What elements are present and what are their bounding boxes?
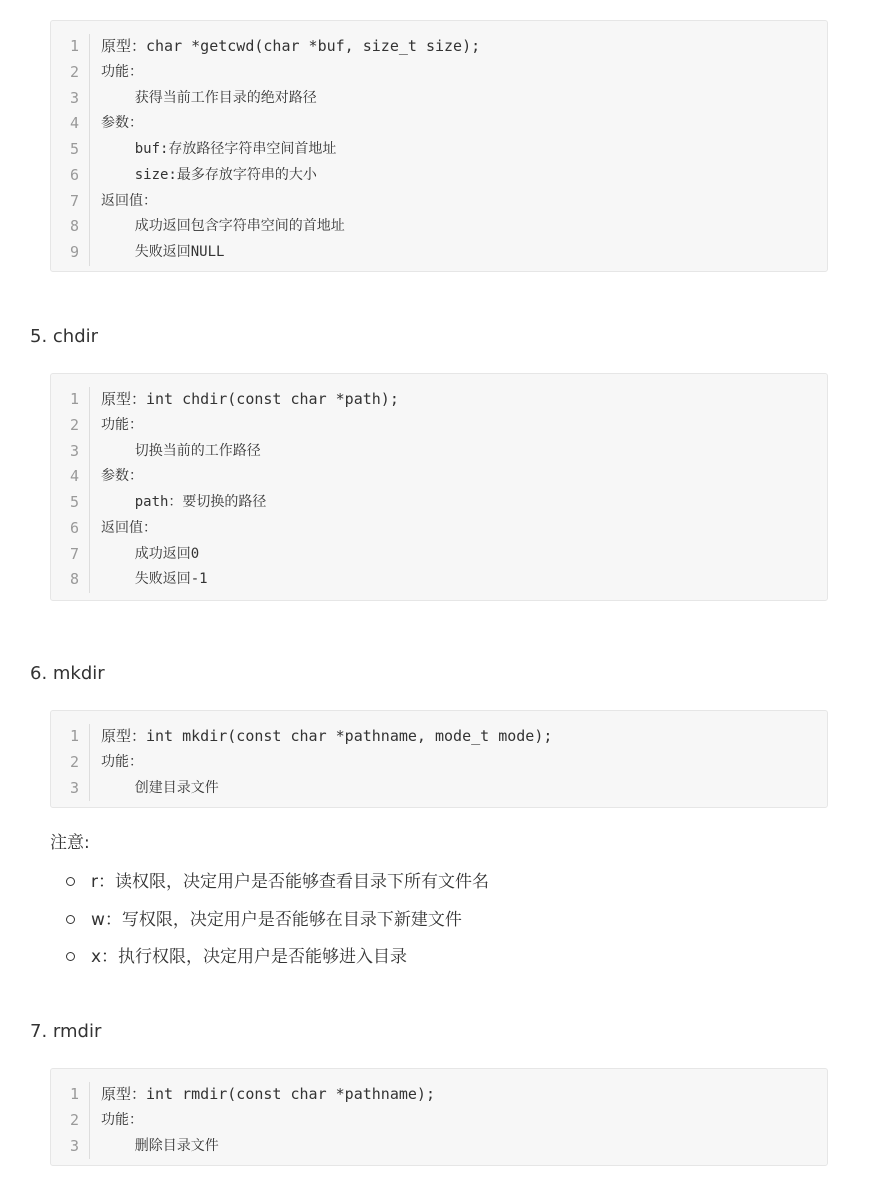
line-number: 2 <box>69 752 79 771</box>
section-heading-rmdir: 7. rmdir <box>30 1021 102 1042</box>
line-number: 2 <box>69 62 79 81</box>
code-line: 参数： <box>101 115 143 132</box>
line-number: 2 <box>69 1110 79 1129</box>
line-number: 4 <box>69 467 79 486</box>
code-block-getcwd <box>50 20 828 272</box>
note-title: 注意: <box>50 833 90 853</box>
code-line: 功能： <box>101 753 143 770</box>
code-line: 失败返回-1 <box>101 571 208 588</box>
line-number: 1 <box>69 727 79 745</box>
list-item-text: x：执行权限，决定用户是否能够进入目录 <box>91 947 408 967</box>
line-number: 7 <box>69 191 79 210</box>
permission-list <box>66 868 489 981</box>
code-line: 功能： <box>101 63 143 80</box>
line-number: 3 <box>69 1136 79 1155</box>
section-heading-chdir: 5. chdir <box>30 326 99 347</box>
line-number: 1 <box>69 37 79 55</box>
code-line: size:最多存放字符串的大小 <box>101 166 317 183</box>
code-line: path：要切换的路径 <box>101 494 267 510</box>
code-line: 删除目录文件 <box>101 1137 219 1154</box>
code-line: 功能： <box>101 416 143 433</box>
line-number: 6 <box>69 518 79 537</box>
line-numbers <box>51 724 90 801</box>
line-number: 3 <box>69 88 79 107</box>
code-line: 返回值： <box>101 519 157 536</box>
code-line: 参数： <box>101 468 143 485</box>
section-heading-mkdir: 6. mkdir <box>30 663 105 684</box>
line-number: 2 <box>69 415 79 434</box>
code-line: 功能： <box>101 1111 143 1128</box>
code-line: 切换当前的工作路径 <box>101 442 261 459</box>
line-number: 3 <box>69 441 79 460</box>
code-line: 失败返回NULL <box>101 244 225 260</box>
line-number: 8 <box>69 570 79 589</box>
line-numbers <box>51 1082 90 1159</box>
code-line: 原型：int rmdir(const char *pathname); <box>101 1085 435 1103</box>
list-item-text: w：写权限，决定用户是否能够在目录下新建文件 <box>91 909 462 930</box>
code-line: 创建目录文件 <box>101 779 219 796</box>
bullet-circle-icon <box>66 915 75 924</box>
code-block-rmdir <box>50 1068 828 1166</box>
code-line: buf:存放路径字符串空间首地址 <box>101 141 337 157</box>
code-line: 原型：int mkdir(const char *pathname, mode_t mode); <box>101 727 553 745</box>
code-line: 获得当前工作目录的绝对路径 <box>101 89 317 106</box>
list-item-text: r：读权限，决定用户是否能够查看目录下所有文件名 <box>91 872 489 892</box>
code-line: 成功返回包含字符串空间的首地址 <box>101 218 345 235</box>
list-item <box>66 943 489 981</box>
line-number: 6 <box>69 165 79 184</box>
code-block-chdir <box>50 373 828 601</box>
line-number: 4 <box>69 114 79 133</box>
code-line: 原型：char *getcwd(char *buf, size_t size); <box>101 37 481 55</box>
code-block-mkdir <box>50 710 828 808</box>
code-line: 原型：int chdir(const char *path); <box>101 390 399 408</box>
line-number: 5 <box>69 140 79 158</box>
line-number: 5 <box>69 493 79 511</box>
line-numbers <box>51 34 90 266</box>
line-number: 9 <box>69 243 79 261</box>
code-line: 返回值： <box>101 192 157 209</box>
code-line: 成功返回0 <box>101 545 200 562</box>
list-item <box>66 906 489 944</box>
line-number: 3 <box>69 778 79 797</box>
bullet-circle-icon <box>66 952 75 961</box>
line-numbers <box>51 387 90 593</box>
bullet-circle-icon <box>66 877 75 886</box>
line-number: 8 <box>69 217 79 236</box>
line-number: 7 <box>69 544 79 563</box>
list-item <box>66 868 489 906</box>
line-number: 1 <box>69 390 79 408</box>
line-number: 1 <box>69 1085 79 1103</box>
